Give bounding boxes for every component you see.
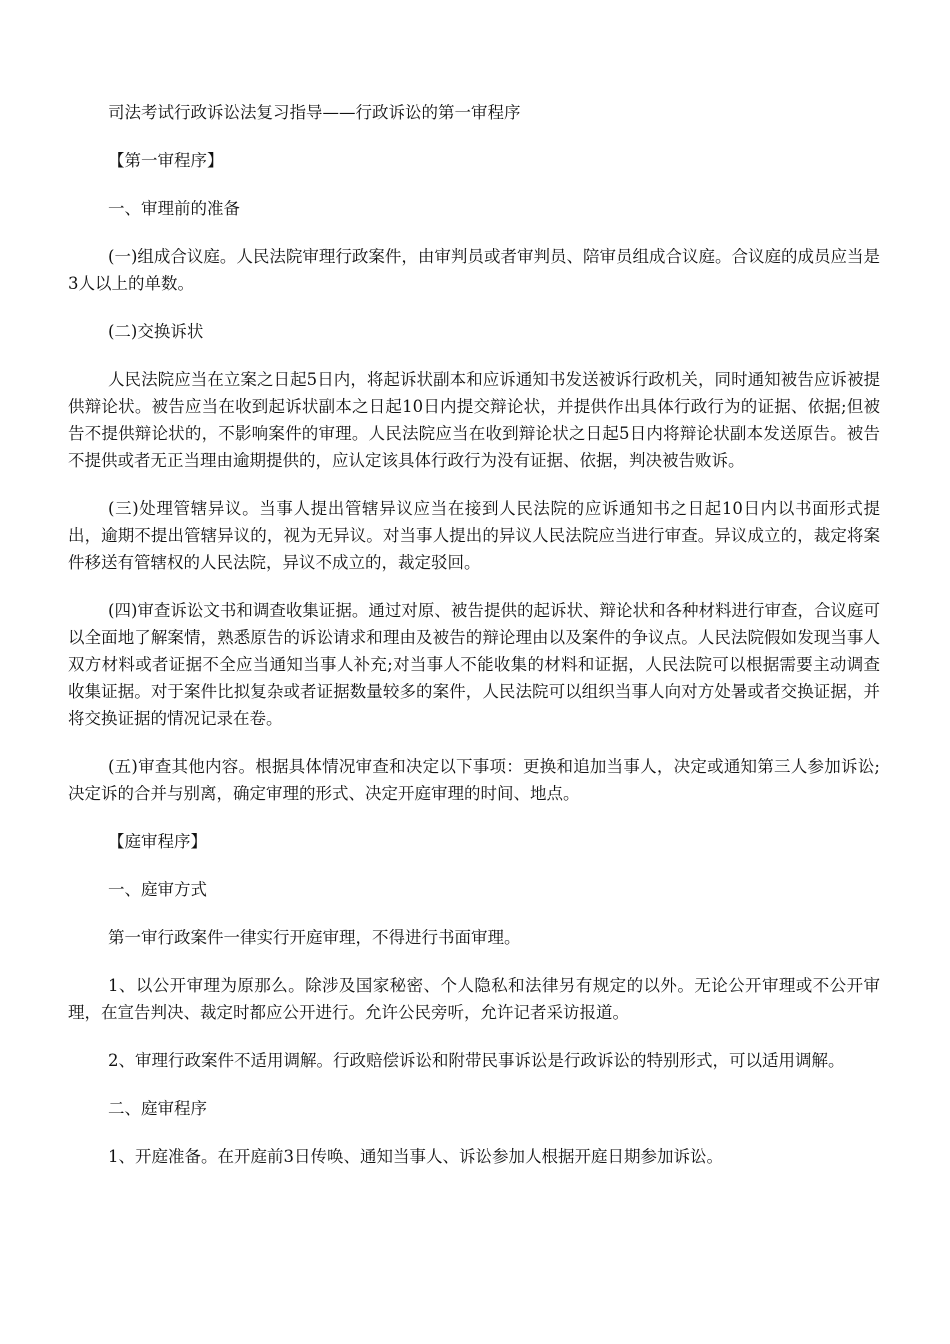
subsection-heading-trial-method: 一、庭审方式 <box>108 880 207 899</box>
paragraph-review-documents: (四)审查诉讼文书和调查收集证据。通过对原、被告提供的起诉状、辩论状和各种材料进行审查，合议庭可以全面地了解案情，熟悉原告的诉讼请求和理由及被告的辩论理由以及案件的争议点。人民法院假如发现当事人双方材料或者证据不全应当通知当事人补充;对当事人不能收集的材料和证据，人民法院可以根据需要主动调查收集证据。对于案件比拟复杂或者证据数量较多的案件，人民法院可以组织当事人向对方处暑或者交换证据，并将交换证据的情况记录在卷。 <box>68 601 880 728</box>
item-heading-exchange-pleadings: (二)交换诉状 <box>108 322 204 341</box>
document-title: 司法考试行政诉讼法复习指导——行政诉讼的第一审程序 <box>108 103 521 122</box>
paragraph-public-trial: 1、以公开审理为原那么。除涉及国家秘密、个人隐私和法律另有规定的以外。无论公开审理或不公开审理，在宣告判决、裁定时都应公开进行。允许公民旁听，允许记者采访报道。 <box>68 976 880 1022</box>
paragraph-exchange-pleadings: 人民法院应当在立案之日起5日内，将起诉状副本和应诉通知书发送被诉行政机关，同时通知被告应诉被提供辩论状。被告应当在收到起诉状副本之日起10日内提交辩论状，并提供作出具体行政行为的证据、依据;但被告不提供辩论状的，不影响案件的审理。人民法院应当在收到辩论状之日起5日内将辩论状副本发送原告。被告不提供或者无正当理由逾期提供的，应认定该具体行政行为没有证据、依据，判决被告败诉。 <box>68 370 880 470</box>
paragraph-collegial-panel: (一)组成合议庭。人民法院审理行政案件，由审判员或者审判员、陪审员组成合议庭。合议庭的成员应当是3人以上的单数。 <box>68 247 880 293</box>
subsection-heading-trial-steps: 二、庭审程序 <box>108 1099 207 1118</box>
section-heading-first-instance: 【第一审程序】 <box>108 151 224 170</box>
paragraph-jurisdiction-objection: (三)处理管辖异议。当事人提出管辖异议应当在接到人民法院的应诉通知书之日起10日内以书面形式提出，逾期不提出管辖异议的，视为无异议。对当事人提出的异议人民法院应当进行审查。异议成立的，裁定将案件移送有管辖权的人民法院，异议不成立的，裁定驳回。 <box>68 499 880 572</box>
paragraph-no-mediation: 2、审理行政案件不适用调解。行政赔偿诉讼和附带民事诉讼是行政诉讼的特别形式，可以适用调解。 <box>108 1051 845 1070</box>
section-heading-trial-procedure: 【庭审程序】 <box>108 832 207 851</box>
paragraph-review-other: (五)审查其他内容。根据具体情况审查和决定以下事项：更换和追加当事人，决定或通知第三人参加诉讼;决定诉的合并与别离，确定审理的形式、决定开庭审理的时间、地点。 <box>68 757 880 803</box>
paragraph-trial-preparation: 1、开庭准备。在开庭前3日传唤、通知当事人、诉讼参加人根据开庭日期参加诉讼。 <box>108 1147 723 1166</box>
document-page <box>68 99 880 1170</box>
subsection-heading-preparation: 一、审理前的准备 <box>108 199 240 218</box>
paragraph-open-trial: 第一审行政案件一律实行开庭审理，不得进行书面审理。 <box>108 928 521 947</box>
